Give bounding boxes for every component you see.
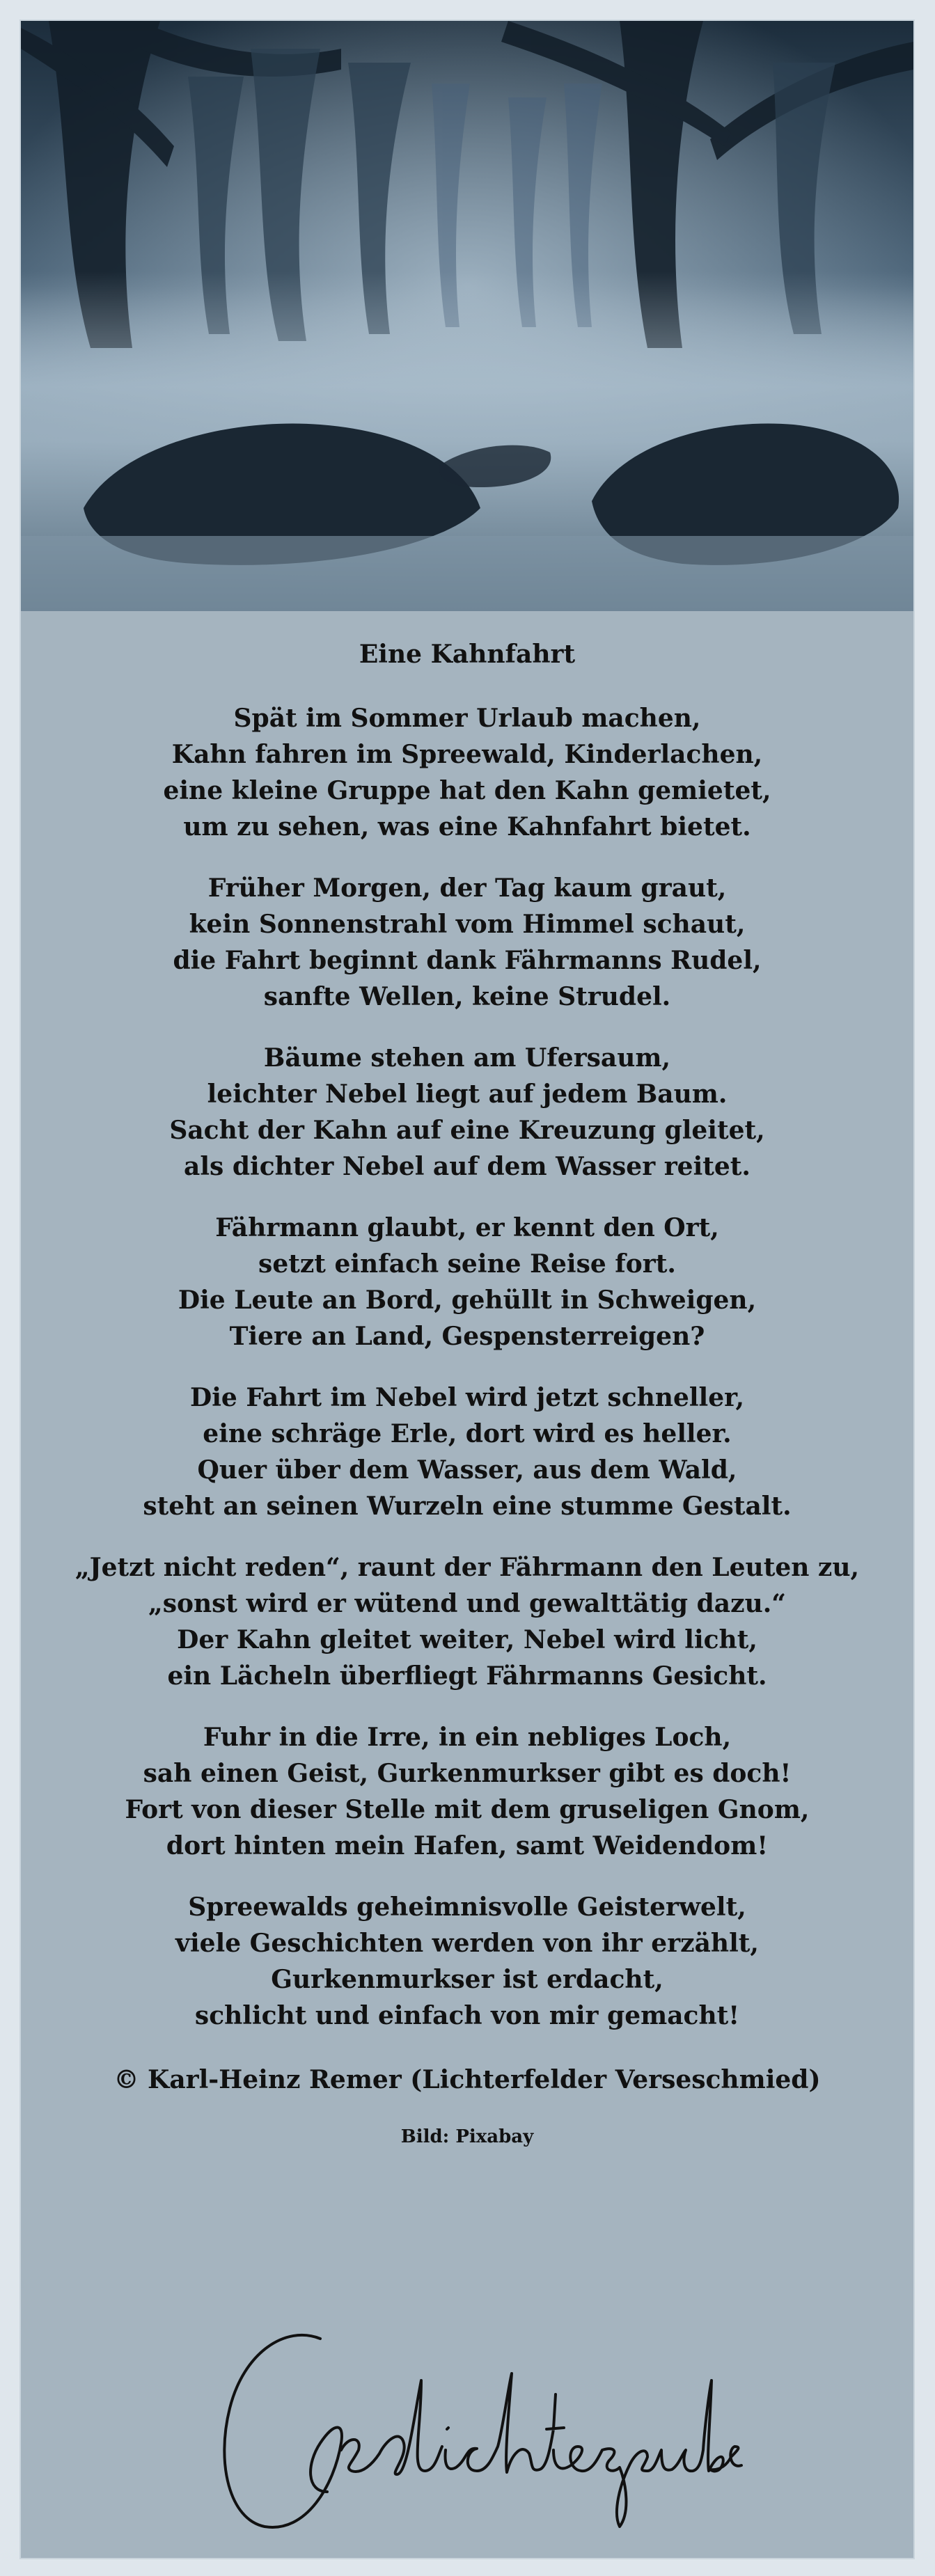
verse-line: Die Leute an Bord, gehüllt in Schweigen,: [178, 1286, 757, 1315]
verse-line: Tiere an Land, Gespensterreigen?: [229, 1322, 705, 1351]
verse-line: eine kleine Gruppe hat den Kahn gemietet,: [163, 776, 771, 805]
stanza-7: [21, 1719, 913, 1864]
verse-line: leichter Nebel liegt auf jedem Baum.: [207, 1080, 728, 1109]
verse-line: eine schräge Erle, dort wird es heller.: [203, 1419, 732, 1448]
verse-line: Fuhr in die Irre, in ein nebliges Loch,: [203, 1723, 732, 1752]
misty-forest-image: [21, 21, 913, 611]
verse-line: viele Geschichten werden von ihr erzählt,: [175, 1929, 759, 1958]
verse-line: Bäume stehen am Ufersaum,: [263, 1043, 671, 1073]
verse-line: Fährmann glaubt, er kennt den Ort,: [215, 1213, 719, 1242]
gedichtezauber-signature-logo: [202, 2311, 745, 2547]
verse-line: kein Sonnenstrahl vom Himmel schaut,: [189, 910, 746, 939]
verse-line: als dichter Nebel auf dem Wasser reitet.: [184, 1152, 751, 1181]
poem: [21, 633, 913, 2151]
stanza-8: [21, 1889, 913, 2034]
image-credit: Bild: Pixabay: [400, 2126, 534, 2147]
verse-line: setzt einfach seine Reise fort.: [258, 1249, 676, 1279]
verse-line: Gurkenmurkser ist erdacht,: [271, 1965, 663, 1994]
verse-line: schlicht und einfach von mir gemacht!: [194, 2001, 740, 2030]
stanza-4: [21, 1210, 913, 1354]
verse-line: Früher Morgen, der Tag kaum graut,: [207, 874, 727, 903]
stanza-1: [21, 700, 913, 845]
verse-line: sah einen Geist, Gurkenmurkser gibt es doch!: [143, 1759, 792, 1788]
stanza-2: [21, 870, 913, 1015]
stanza-6: [21, 1549, 913, 1694]
verse-line: um zu sehen, was eine Kahnfahrt bietet.: [183, 812, 751, 841]
verse-line: Quer über dem Wasser, aus dem Wald,: [197, 1455, 737, 1485]
verse-line: dort hinten mein Hafen, samt Weidendom!: [166, 1831, 769, 1860]
poem-title: Eine Kahnfahrt: [359, 640, 576, 669]
copyright-notice: © Karl-Heinz Remer (Lichterfelder Verseschmied): [113, 2065, 821, 2094]
verse-line: Die Fahrt im Nebel wird jetzt schneller,: [189, 1383, 745, 1412]
stanza-3: [21, 1040, 913, 1185]
verse-line: ein Lächeln überfliegt Fährmanns Gesicht.: [167, 1661, 767, 1691]
verse-line: Spät im Sommer Urlaub machen,: [233, 704, 701, 733]
poem-card: [19, 19, 915, 2559]
verse-line: Sacht der Kahn auf eine Kreuzung gleitet,: [169, 1116, 765, 1145]
verse-line: sanfte Wellen, keine Strudel.: [263, 982, 671, 1011]
verse-line: Der Kahn gleitet weiter, Nebel wird licht,: [177, 1625, 757, 1654]
verse-line: Spreewalds geheimnisvolle Geisterwelt,: [188, 1893, 746, 1922]
verse-line: Kahn fahren im Spreewald, Kinderlachen,: [171, 740, 763, 769]
verse-line: steht an seinen Wurzeln eine stumme Gestalt.: [143, 1492, 792, 1521]
verse-line: Fort von dieser Stelle mit dem gruseligen Gnom,: [125, 1795, 810, 1824]
verse-line: „sonst wird er wütend und gewalttätig dazu.“: [148, 1589, 786, 1618]
verse-line: die Fahrt beginnt dank Fährmanns Rudel,: [173, 946, 762, 975]
stanza-5: [21, 1380, 913, 1524]
verse-line: „Jetzt nicht reden“, raunt der Fährmann den Leuten zu,: [74, 1553, 860, 1582]
